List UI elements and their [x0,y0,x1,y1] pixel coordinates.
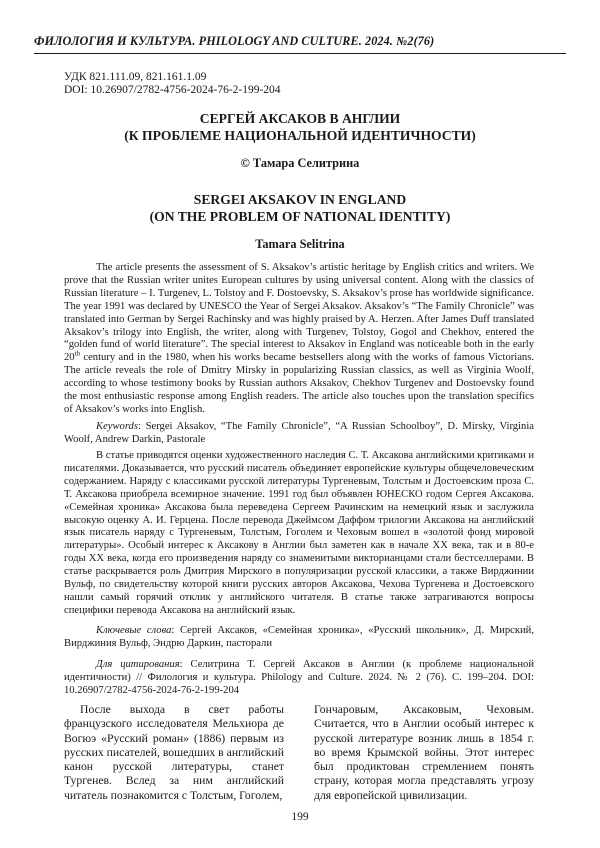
doi: DOI: 10.26907/2782-4756-2024-76-2-199-204 [64,84,281,96]
abstract-en-superscript: th [74,349,81,358]
citation-text: : Селитрина Т. Сергей Аксаков в Англии (к проблеме национальной идентичности) // Филология и культура. Philology and Culture. 2024. № 2 (76). С. 199–204. DOI: 10.26907/2782-4756-2024-76-2-199-204 [64,659,534,696]
keywords-en-text: : Sergei Aksakov, “The Family Chronicle”, “A Russian Schoolboy”, D. Mirsky, Virginia Woolf, Andrew Darkin, Pastorale [64,421,534,445]
keywords-en [64,421,534,447]
title-ru-line-1: СЕРГЕЙ АКСАКОВ В АНГЛИИ [199,111,401,126]
running-header: ФИЛОЛОГИЯ И КУЛЬТУРА. PHILOLOGY AND CULTURE. 2024. №2(76) [34,34,435,48]
body-column-left: После выхода в свет работы французского исследователя Мельхиора де Вогюэ «Русский роман» (1886) первым из русских писателей, вошедших в английский канон русской литературы, станет Тургенев. Вслед за ним английский читатель познакомится с Толстым, Гоголем, [64,703,284,802]
abstract-en [64,262,534,417]
title-en-line-2: (ON THE PROBLEM OF NATIONAL IDENTITY) [149,209,451,224]
author-en: Tamara Selitrina [255,237,345,251]
title-ru-line-2: (К ПРОБЛЕМЕ НАЦИОНАЛЬНОЙ ИДЕНТИЧНОСТИ) [124,128,476,143]
body-column-right: Гончаровым, Аксаковым, Чеховым. Считается, что в Англии особый интерес к русской литературе возник лишь в 1854 г. во время Крымской войны. Этот интерес был продиктован стремлением понять страну, которая могла представлять угрозу для европейской цивилизации. [314,703,534,802]
citation-label: Для цитирования [96,659,180,670]
keywords-ru [64,625,534,651]
article-title-ru [34,110,566,144]
keywords-en-label: Keywords [96,421,138,432]
abstract-en-part-2: century and in the 1980, when his works became bestsellers along with the works of famous Victorians. The article reveals the role of Dmitry Mirsky in popularizing Russian classics, as well as Virginia Woolf, according to whose testimony books by Russian authors Aksakov, Chekhov Turgenev and Dostoevsky found the most enthusiastic response among English readers. The article also touches upon the translation specifics of Aksakov’s works into English. [64,352,534,415]
author-ru: © Тамара Селитрина [240,156,360,170]
header-divider [34,53,566,54]
article-identifiers [64,71,281,97]
abstract-en-part-1: The article presents the assessment of S. Aksakov’s artistic heritage by English critics and writers. We prove that the Russian writer unites European cultures by using universal content. Along with the classics of Russian literature – I. Turgenev, L. Tolstoy and F. Dostoevsky, S. Aksakov’s prose has worldwide significance. The year 1991 was declared by UNESCO the Year of Sergei Aksakov. Aksakov’s “The Family Chronicle” was translated into German by Sergei Rachinsky and was highly praised by A. Herzen. After James Duff translated Aksakov’s trilogy into English, the writer, along with Turgenev, Tolstoy, Gogol and Chekhov, entered the “golden fund of world literature”. The special interest to Aksakov in England was noticeable both in the early 20 [64,262,534,364]
page-number: 199 [291,811,309,823]
article-title-en [34,191,566,225]
body-text [64,703,534,803]
keywords-ru-text: : Сергей Аксаков, «Семейная хроника», «Русский школьник», Д. Мирский, Вирджиния Вульф, Эндрю Даркин, пасторали [64,625,534,649]
keywords-ru-label: Ключевые слова [96,625,172,636]
title-en-line-1: SERGEI AKSAKOV IN ENGLAND [193,192,407,207]
udc-code: УДК 821.111.09, 821.161.1.09 [64,71,207,83]
citation [64,659,534,698]
abstract-ru: В статье приводятся оценки художественного наследия С. Т. Аксакова английскими критиками и писателями. Доказывается, что русский писатель объединяет европейские культуры общечеловеческим содержанием. Наряду с классиками русской литературы Тургеневым, Толстым и Достоевским проза С. Т. Аксакова приобрела всемирное значение. 1991 год был объявлен ЮНЕСКО годом Сергея Аксакова. «Семейная хроника» Аксакова была переведена Сергеем Рачинским на немецкий язык и заслужила высокую оценку А. И. Герцена. После перевода Джеймсом Даффом трилогии Аксакова на английский язык писатель наряду с Тургеневым, Толстым, Гоголем и Чеховым вошел в «золотой фонд мировой литературы». Особый интерес к Аксакову в Англии был заметен как в начале XX века, так и в 80-е годы XX века, когда его произведения наряду со знаменитыми викторианцами стали бестселлерами. В статье раскрывается роль Дмитрия Мирского в популяризации русской классики, а также Вирджинии Вульф, по свидетельству которой книги русских авторов Аксакова, Чехова Тургенева и Достоевского нашли самый горячий отклик у английского читателя. В статье также затрагиваются вопросы специфики перевода Аксакова на английский язык. [64,450,534,616]
